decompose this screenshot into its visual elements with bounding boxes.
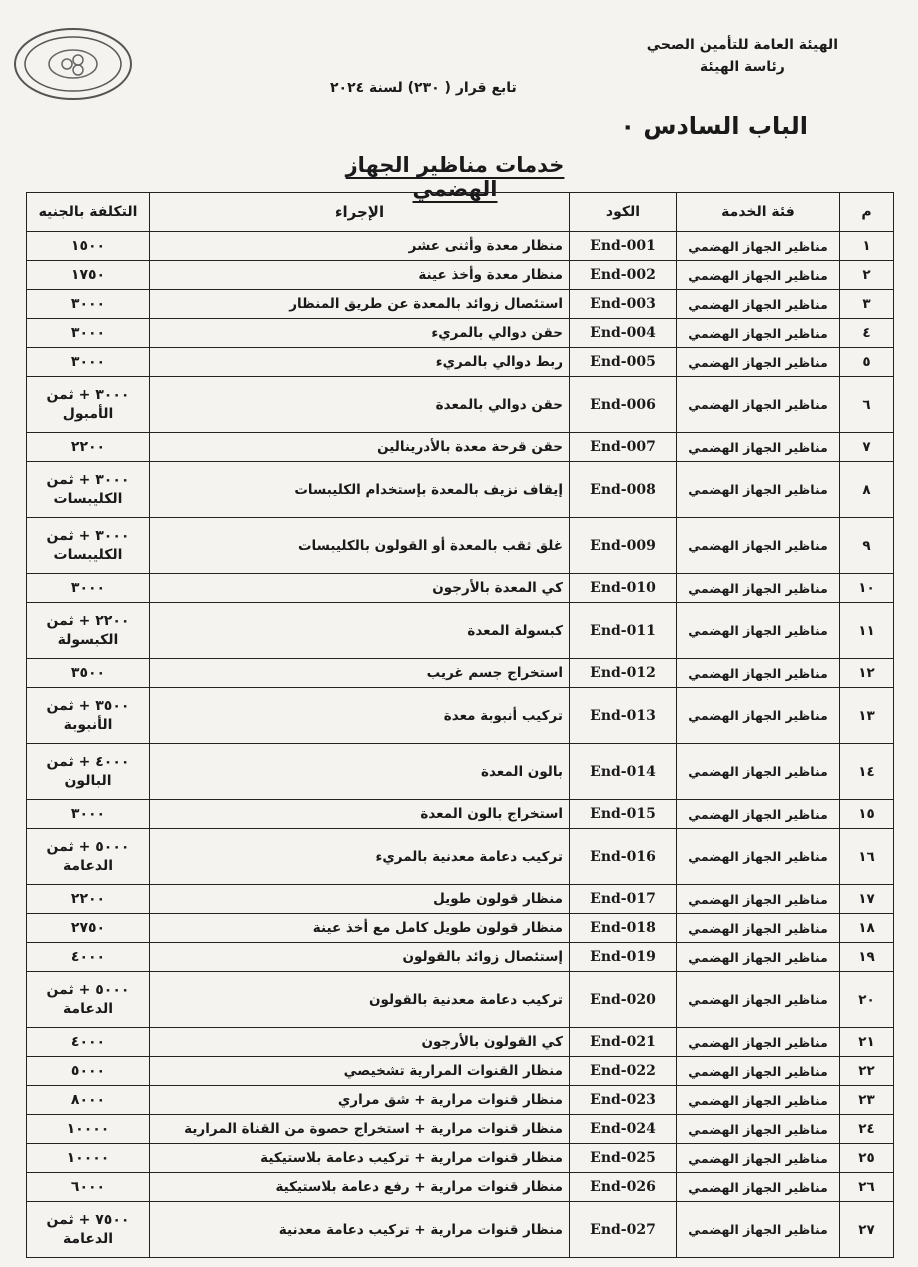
row-number: ٤ (840, 319, 894, 348)
column-header-code: الكود (570, 193, 677, 232)
row-number: ٦ (840, 377, 894, 433)
cost-value: ٣٥٠٠ (27, 659, 150, 688)
cost-value: ٢٢٠٠ (27, 885, 150, 914)
table-row (27, 943, 894, 972)
service-code: End-024 (570, 1115, 677, 1144)
cost-value: ١٧٥٠ (27, 261, 150, 290)
row-number: ١٢ (840, 659, 894, 688)
procedure-name: تركيب دعامة معدنية بالمريء (150, 829, 570, 885)
table-row (27, 1144, 894, 1173)
procedure-name: منظار القنوات المرارية تشخيصي (150, 1057, 570, 1086)
decision-reference: تابع قرار ( ٢٣٠) لسنة ٢٠٢٤ (330, 80, 517, 96)
procedure-name: تركيب دعامة معدنية بالقولون (150, 972, 570, 1028)
procedure-name: منظار قنوات مرارية + شق مراري (150, 1086, 570, 1115)
cost-value: ٣٠٠٠ (27, 319, 150, 348)
cost-value: ٦٠٠٠ (27, 1173, 150, 1202)
service-code: End-012 (570, 659, 677, 688)
service-category: مناظير الجهاز الهضمي (677, 885, 840, 914)
service-code: End-011 (570, 603, 677, 659)
service-category: مناظير الجهاز الهضمي (677, 377, 840, 433)
cost-value: ٢٢٠٠ + ثمن الكبسولة (27, 603, 150, 659)
row-number: ٨ (840, 462, 894, 518)
service-code: End-003 (570, 290, 677, 319)
row-number: ١١ (840, 603, 894, 659)
cost-value: ٣٥٠٠ + ثمن الأنبوبة (27, 688, 150, 744)
section-title: خدمات مناظير الجهاز الهضمي (345, 153, 565, 201)
cost-value: ٢٢٠٠ (27, 433, 150, 462)
cost-value: ٣٠٠٠ + ثمن الأمبول (27, 377, 150, 433)
cost-value: ٥٠٠٠ (27, 1057, 150, 1086)
row-number: ١٩ (840, 943, 894, 972)
service-category: مناظير الجهاز الهضمي (677, 348, 840, 377)
cost-value: ١٠٠٠٠ (27, 1144, 150, 1173)
row-number: ٢٥ (840, 1144, 894, 1173)
column-header-cost: التكلفة بالجنيه (27, 193, 150, 232)
cost-value: ٣٠٠٠ + ثمن الكليبسات (27, 518, 150, 574)
table-header-row (27, 193, 894, 232)
table-row (27, 290, 894, 319)
row-number: ١٥ (840, 800, 894, 829)
table-row (27, 744, 894, 800)
table-row (27, 1086, 894, 1115)
service-category: مناظير الجهاز الهضمي (677, 1057, 840, 1086)
row-number: ٢٦ (840, 1173, 894, 1202)
table-row (27, 433, 894, 462)
row-number: ٢٣ (840, 1086, 894, 1115)
service-category: مناظير الجهاز الهضمي (677, 518, 840, 574)
row-number: ١ (840, 232, 894, 261)
service-category: مناظير الجهاز الهضمي (677, 433, 840, 462)
org-name: الهيئة العامة للتأمين الصحي (646, 37, 838, 53)
services-table (26, 192, 894, 1258)
service-category: مناظير الجهاز الهضمي (677, 1115, 840, 1144)
procedure-name: بالون المعدة (150, 744, 570, 800)
service-code: End-018 (570, 914, 677, 943)
row-number: ٢٢ (840, 1057, 894, 1086)
table-row (27, 972, 894, 1028)
row-number: ٥ (840, 348, 894, 377)
procedure-name: حقن قرحة معدة بالأدرينالين (150, 433, 570, 462)
service-category: مناظير الجهاز الهضمي (677, 290, 840, 319)
row-number: ٢١ (840, 1028, 894, 1057)
service-category: مناظير الجهاز الهضمي (677, 603, 840, 659)
table-row (27, 800, 894, 829)
cost-value: ٣٠٠٠ + ثمن الكليبسات (27, 462, 150, 518)
row-number: ٩ (840, 518, 894, 574)
cost-value: ٤٠٠٠ (27, 1028, 150, 1057)
row-number: ١٨ (840, 914, 894, 943)
service-code: End-006 (570, 377, 677, 433)
procedure-name: منظار قنوات مرارية + تركيب دعامة بلاستيكية (150, 1144, 570, 1173)
cost-value: ١٠٠٠٠ (27, 1115, 150, 1144)
column-header-procedure: الإجراء (150, 193, 570, 232)
procedure-name: منظار قولون طويل كامل مع أخذ عينة (150, 914, 570, 943)
service-category: مناظير الجهاز الهضمي (677, 914, 840, 943)
table-row (27, 1057, 894, 1086)
row-number: ٢٤ (840, 1115, 894, 1144)
table-row (27, 518, 894, 574)
service-code: End-001 (570, 232, 677, 261)
procedure-name: حقن دوالي بالمريء (150, 319, 570, 348)
procedure-name: كبسولة المعدة (150, 603, 570, 659)
service-code: End-008 (570, 462, 677, 518)
table-row (27, 319, 894, 348)
service-code: End-007 (570, 433, 677, 462)
service-category: مناظير الجهاز الهضمي (677, 800, 840, 829)
procedure-name: منظار قنوات مرارية + تركيب دعامة معدنية (150, 1202, 570, 1258)
procedure-name: منظار معدة وأثنى عشر (150, 232, 570, 261)
service-code: End-023 (570, 1086, 677, 1115)
row-number: ٧ (840, 433, 894, 462)
procedure-name: تركيب أنبوبة معدة (150, 688, 570, 744)
table-row (27, 1202, 894, 1258)
procedure-name: إستئصال زوائد بالقولون (150, 943, 570, 972)
cost-value: ٤٠٠٠ + ثمن البالون (27, 744, 150, 800)
cost-value: ٤٠٠٠ (27, 943, 150, 972)
column-header-category: فئة الخدمة (677, 193, 840, 232)
procedure-name: منظار معدة وأخذ عينة (150, 261, 570, 290)
procedure-name: غلق ثقب بالمعدة أو القولون بالكليبسات (150, 518, 570, 574)
table-row (27, 603, 894, 659)
row-number: ٣ (840, 290, 894, 319)
service-code: End-021 (570, 1028, 677, 1057)
cost-value: ٨٠٠٠ (27, 1086, 150, 1115)
service-code: End-005 (570, 348, 677, 377)
chapter-heading: الباب السادس ٠ (620, 112, 808, 140)
org-presidency: رئاسة الهيئة (699, 59, 785, 75)
procedure-name: منظار قولون طويل (150, 885, 570, 914)
cost-value: ٣٠٠٠ (27, 290, 150, 319)
table-row (27, 914, 894, 943)
row-number: ١٠ (840, 574, 894, 603)
service-category: مناظير الجهاز الهضمي (677, 688, 840, 744)
table-row (27, 1115, 894, 1144)
procedure-name: كي المعدة بالأرجون (150, 574, 570, 603)
row-number: ١٣ (840, 688, 894, 744)
cost-value: ٥٠٠٠ + ثمن الدعامة (27, 972, 150, 1028)
cost-value: ٥٠٠٠ + ثمن الدعامة (27, 829, 150, 885)
table-row (27, 232, 894, 261)
row-number: ١٦ (840, 829, 894, 885)
service-category: مناظير الجهاز الهضمي (677, 1028, 840, 1057)
service-code: End-020 (570, 972, 677, 1028)
table-row (27, 829, 894, 885)
procedure-name: استئصال زوائد بالمعدة عن طريق المنظار (150, 290, 570, 319)
row-number: ١٤ (840, 744, 894, 800)
procedure-name: كي القولون بالأرجون (150, 1028, 570, 1057)
service-category: مناظير الجهاز الهضمي (677, 574, 840, 603)
service-code: End-019 (570, 943, 677, 972)
service-code: End-017 (570, 885, 677, 914)
row-number: ١٧ (840, 885, 894, 914)
service-code: End-025 (570, 1144, 677, 1173)
service-code: End-004 (570, 319, 677, 348)
table-row (27, 261, 894, 290)
table-row (27, 377, 894, 433)
service-code: End-010 (570, 574, 677, 603)
procedure-name: إيقاف نزيف بالمعدة بإستخدام الكليبسات (150, 462, 570, 518)
cost-value: ٧٥٠٠ + ثمن الدعامة (27, 1202, 150, 1258)
service-code: End-022 (570, 1057, 677, 1086)
service-category: مناظير الجهاز الهضمي (677, 319, 840, 348)
service-category: مناظير الجهاز الهضمي (677, 829, 840, 885)
service-category: مناظير الجهاز الهضمي (677, 744, 840, 800)
service-code: End-027 (570, 1202, 677, 1258)
organization-header (647, 34, 838, 78)
service-code: End-013 (570, 688, 677, 744)
procedure-name: منظار قنوات مرارية + استخراج حصوة من القناة المرارية (150, 1115, 570, 1144)
table-row (27, 659, 894, 688)
service-category: مناظير الجهاز الهضمي (677, 1086, 840, 1115)
service-category: مناظير الجهاز الهضمي (677, 1202, 840, 1258)
procedure-name: ربط دوالي بالمريء (150, 348, 570, 377)
service-category: مناظير الجهاز الهضمي (677, 659, 840, 688)
organization-logo (12, 26, 134, 102)
row-number: ٢٧ (840, 1202, 894, 1258)
table-row (27, 688, 894, 744)
service-code: End-014 (570, 744, 677, 800)
row-number: ٢٠ (840, 972, 894, 1028)
service-category: مناظير الجهاز الهضمي (677, 462, 840, 518)
service-category: مناظير الجهاز الهضمي (677, 1173, 840, 1202)
table-row (27, 462, 894, 518)
service-category: مناظير الجهاز الهضمي (677, 1144, 840, 1173)
service-code: End-016 (570, 829, 677, 885)
cost-value: ٣٠٠٠ (27, 800, 150, 829)
table-row (27, 1028, 894, 1057)
service-code: End-009 (570, 518, 677, 574)
table-row (27, 885, 894, 914)
service-category: مناظير الجهاز الهضمي (677, 261, 840, 290)
service-category: مناظير الجهاز الهضمي (677, 943, 840, 972)
cost-value: ٣٠٠٠ (27, 574, 150, 603)
column-header-number: م (840, 193, 894, 232)
table-row (27, 574, 894, 603)
procedure-name: منظار قنوات مرارية + رفع دعامة بلاستيكية (150, 1173, 570, 1202)
service-code: End-015 (570, 800, 677, 829)
cost-value: ١٥٠٠ (27, 232, 150, 261)
cost-value: ٣٠٠٠ (27, 348, 150, 377)
table-row (27, 348, 894, 377)
table-row (27, 1173, 894, 1202)
row-number: ٢ (840, 261, 894, 290)
procedure-name: استخراج جسم غريب (150, 659, 570, 688)
cost-value: ٢٧٥٠ (27, 914, 150, 943)
service-category: مناظير الجهاز الهضمي (677, 232, 840, 261)
procedure-name: حقن دوالي بالمعدة (150, 377, 570, 433)
service-code: End-002 (570, 261, 677, 290)
service-category: مناظير الجهاز الهضمي (677, 972, 840, 1028)
procedure-name: استخراج بالون المعدة (150, 800, 570, 829)
service-code: End-026 (570, 1173, 677, 1202)
